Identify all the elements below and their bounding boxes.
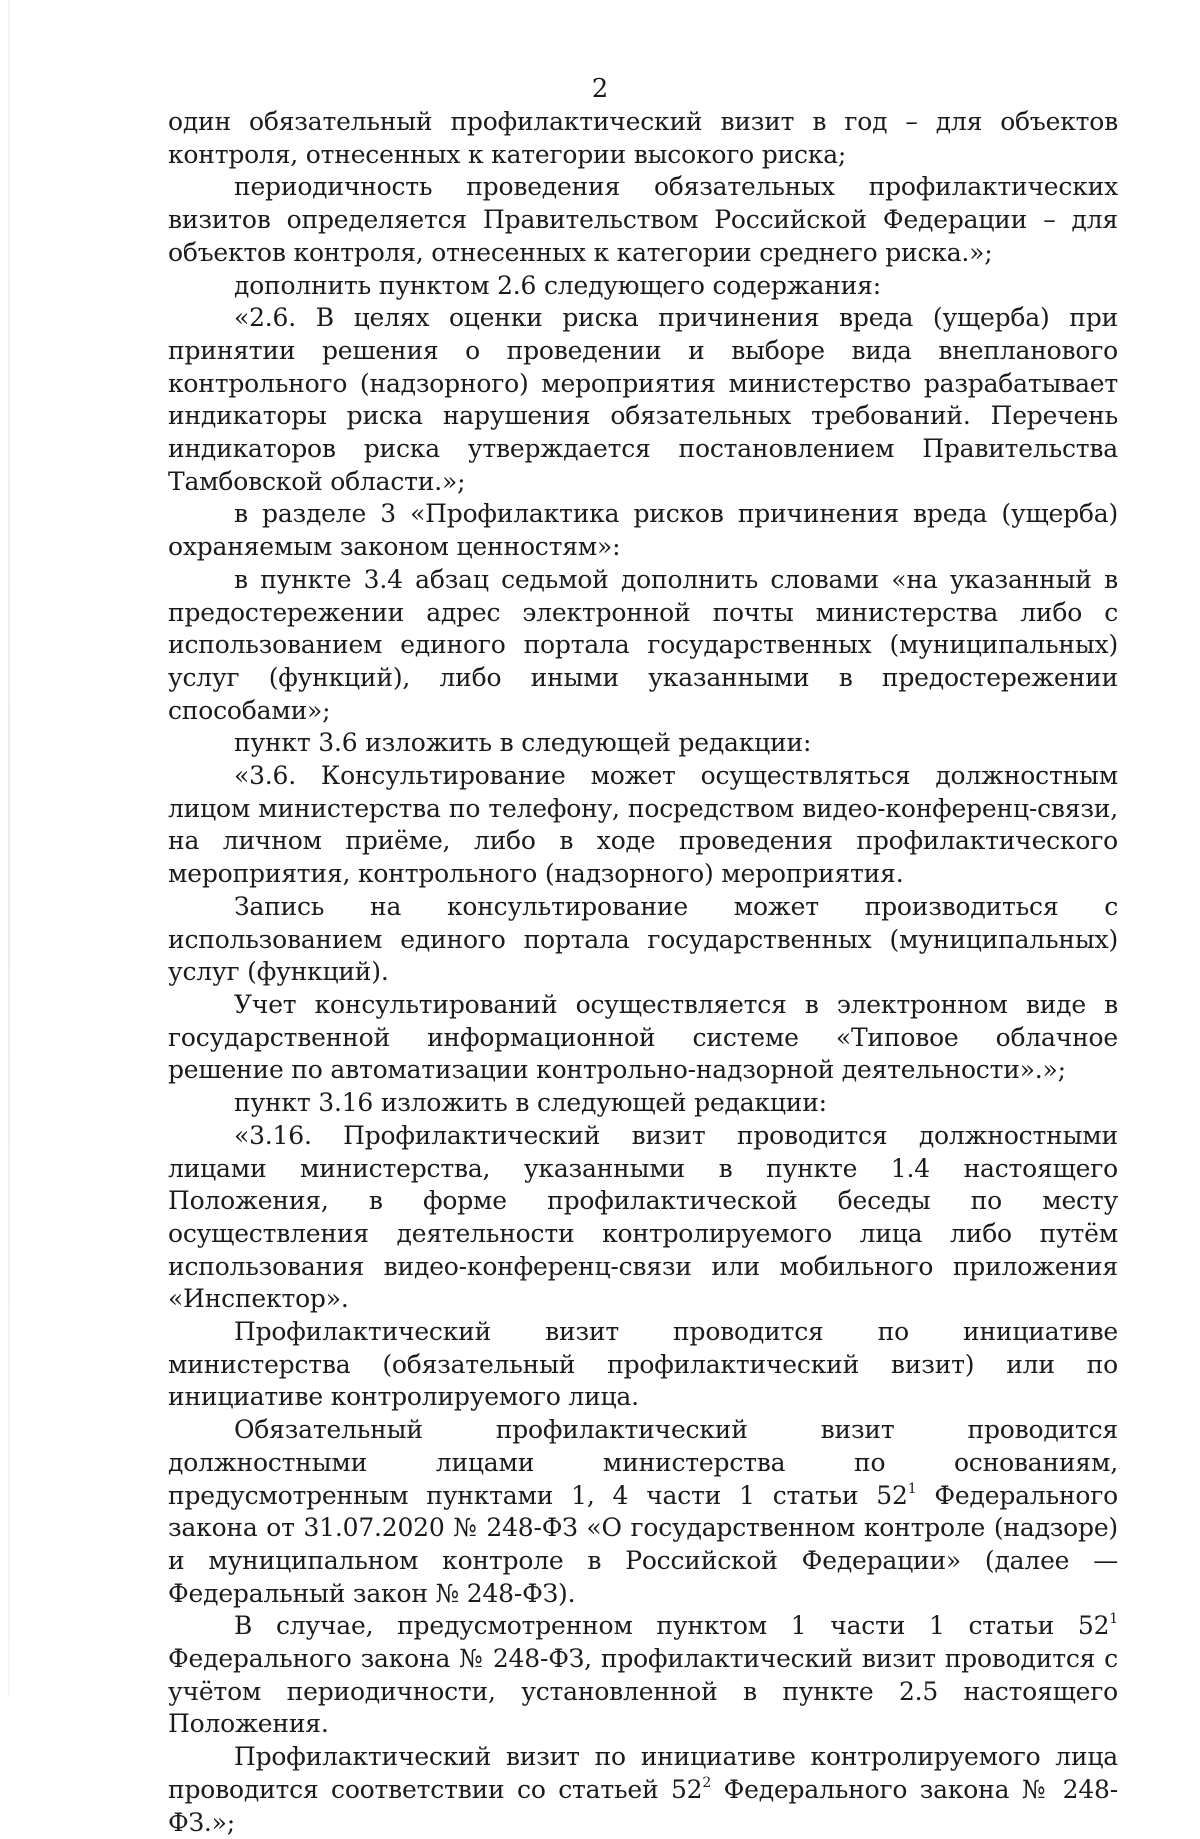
paragraph-7: пункт 3.6 изложить в следующей редакции:	[234, 728, 812, 758]
paragraph-10: Учет консультирований осуществляется в электронном виде в государственной информационной системе «Типовое облачное решение по автоматизации контрольно-надзорной деятельности».»;	[168, 989, 1118, 1085]
scan-edge	[8, 0, 10, 1697]
paragraph-14-text-end: Федерального закона от 31.07.2020 № 248-ФЗ «О государственном контроле (надзоре) и муниципальном контроле в Российской Федерации» (далее — Федеральный закон № 248-ФЗ).	[168, 1480, 1118, 1608]
paragraph-16-text-end: Федерального закона № 248-ФЗ.»;	[168, 1774, 1118, 1837]
paragraph-2: периодичность проведения обязательных профилактических визитов определяется Правительством Российской Федерации – для объектов контроля, отнесенных к категории среднего риска.»;	[168, 172, 1118, 267]
paragraph-3: дополнить пунктом 2.6 следующего содержания:	[234, 270, 881, 300]
paragraph-5: в разделе 3 «Профилактика рисков причинения вреда (ущерба) охраняемым законом ценностям»:	[168, 499, 1118, 562]
paragraph-15	[168, 1610, 1118, 1741]
document-body	[168, 106, 1118, 1839]
superscript-3: 2	[702, 1774, 712, 1791]
page-number: 2	[591, 74, 609, 104]
paragraph-9: Запись на консультирование может производиться с использованием единого портала государственных (муниципальных) услуг (функций).	[168, 891, 1118, 987]
paragraph-4: «2.6. В целях оценки риска причинения вреда (ущерба) при принятии решения о проведении и выборе вида внепланового контрольного (надзорного) мероприятия министерство разрабатывает индикаторы риска нарушения обязательных требований. Перечень индикаторов риска утверждается постановлением Правительства Тамбовской области.»;	[168, 303, 1118, 496]
paragraph-14	[168, 1414, 1118, 1610]
paragraph-6: в пункте 3.4 абзац седьмой дополнить словами «на указанный в предостережении адрес электронной почты министерства либо с использованием единого портала государственных (муниципальных) услуг (функций), либо иными указанными в предостережении способами»;	[168, 564, 1118, 725]
paragraph-13: Профилактический визит проводится по инициативе министерства (обязательный профилактический визит) или по инициативе контролируемого лица.	[168, 1317, 1118, 1412]
paragraph-15-text-end: Федерального закона № 248-ФЗ, профилактический визит проводится с учётом периодичности, установленной в пункте 2.5 настоящего Положения.	[168, 1644, 1118, 1739]
paragraph-16	[168, 1741, 1118, 1839]
paragraph-12: «3.16. Профилактический визит проводится должностными лицами министерства, указанными в пункте 1.4 настоящего Положения, в форме профилактической беседы по месту осуществления деятельности контролируемого лица либо путём использования видео-конференц-связи или мобильного приложения «Инспектор».	[168, 1120, 1118, 1314]
paragraph-15-text: В случае, предусмотренном пунктом 1 части 1 статьи 52	[234, 1611, 1110, 1641]
paragraph-8: «3.6. Консультирование может осуществляться должностным лицом министерства по телефону, посредством видео-конференц-связи, на личном приёме, либо в ходе проведения профилактического мероприятия, контрольного (надзорного) мероприятия.	[168, 761, 1118, 889]
paragraph-1: один обязательный профилактический визит в год – для объектов контроля, отнесенных к категории высокого риска;	[168, 107, 1118, 169]
paragraph-14-text: Обязательный профилактический визит проводится должностными лицами министерства по основаниям, предусмотренным пунктами 1, 4 части 1 статьи 52	[168, 1415, 1118, 1510]
superscript-2: 1	[1109, 1611, 1118, 1628]
superscript-1: 1	[907, 1480, 917, 1497]
paragraph-11: пункт 3.16 изложить в следующей редакции:	[234, 1088, 827, 1118]
paragraph-16-text: Профилактический визит по инициативе контролируемого лица проводится соответствии со статьей 52	[168, 1742, 1118, 1804]
